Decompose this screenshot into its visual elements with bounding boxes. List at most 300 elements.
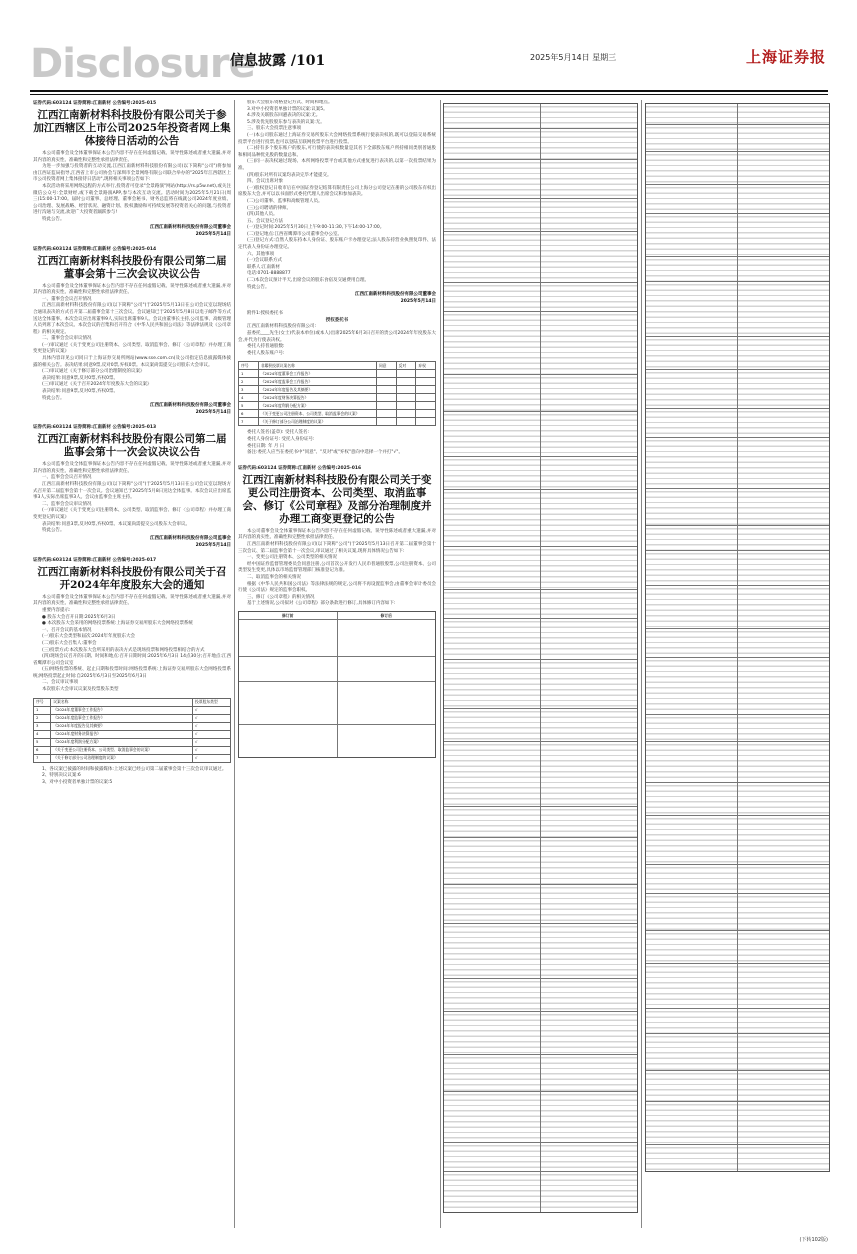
table-cell: 《2024年度财务决算报告》 xyxy=(51,730,193,738)
table-cell xyxy=(239,620,338,656)
table-row xyxy=(239,402,436,410)
vote-cell[interactable] xyxy=(416,378,436,386)
table-cell xyxy=(444,160,541,198)
table-cell xyxy=(541,1172,637,1212)
table-cell xyxy=(541,457,637,489)
table-row xyxy=(646,125,829,152)
table-cell xyxy=(738,715,829,741)
paragraph: ● 本次股东大会采用的网络投票系统:上海证券交易所股东大会网络投票系统 xyxy=(42,621,193,627)
table-cell xyxy=(646,783,738,815)
paragraph: 二、监事会会议审议情况 xyxy=(42,501,92,507)
table-cell: 1 xyxy=(34,706,51,714)
table-row xyxy=(646,894,829,931)
paragraph: 六、其他事项 xyxy=(247,251,274,257)
table-cell: 5 xyxy=(239,402,259,410)
announcement-body xyxy=(33,462,231,535)
table-cell xyxy=(444,457,541,489)
table-cell xyxy=(541,199,637,231)
table-cell xyxy=(444,807,541,837)
table-row xyxy=(646,152,829,185)
vote-cell[interactable] xyxy=(376,386,396,394)
announcement-board-resolution xyxy=(33,246,231,417)
table-row xyxy=(444,199,637,232)
signature-date: 2025年5月14日 xyxy=(195,231,231,237)
table-cell xyxy=(541,412,637,456)
table-cell xyxy=(738,337,829,369)
table-row xyxy=(239,725,435,757)
table-row xyxy=(239,682,435,725)
table-row xyxy=(646,438,829,489)
table-row xyxy=(444,1143,637,1172)
table-cell xyxy=(646,1145,738,1171)
vote-cell[interactable] xyxy=(396,402,416,410)
announcement-body xyxy=(238,529,436,608)
table-cell xyxy=(444,375,541,411)
table-cell: √ xyxy=(193,746,231,754)
table-cell xyxy=(646,629,738,657)
table-cell xyxy=(444,412,541,456)
vote-cell[interactable] xyxy=(416,402,436,410)
table-cell xyxy=(541,807,637,837)
table-cell: 《2024年度利润分配方案》 xyxy=(258,402,376,410)
table-row xyxy=(444,283,637,312)
table-cell xyxy=(738,783,829,815)
paragraph: 特此公告。 xyxy=(42,395,65,401)
table-cell xyxy=(646,104,738,124)
table-row xyxy=(646,282,829,337)
table-cell xyxy=(738,1145,829,1171)
paragraph: 三、修订《公司章程》的相关情况 xyxy=(247,594,315,600)
table-row xyxy=(646,370,829,409)
table-row xyxy=(444,232,637,283)
table-cell xyxy=(444,885,541,923)
table-cell xyxy=(738,629,829,657)
table-row xyxy=(444,104,637,129)
paragraph: 重要内容提示: xyxy=(42,607,71,613)
table-cell xyxy=(444,129,541,159)
announcement-title: 江西江南新材料科技股份有限公司第二届董事会第十三次会议决议公告 xyxy=(37,254,227,280)
table-cell xyxy=(738,282,829,336)
table-row xyxy=(444,312,637,375)
table-cell xyxy=(646,931,738,963)
table-row xyxy=(444,885,637,924)
table-header-row xyxy=(239,612,435,620)
table-row xyxy=(444,1172,637,1212)
paragraph: 委托人持普通股数: xyxy=(247,344,285,350)
table-cell xyxy=(541,160,637,198)
table-cell xyxy=(541,924,637,978)
table-cell xyxy=(541,232,637,282)
paragraph: (三)投票方式:本次股东大会所采用的表决方式是现场投票和网络投票相结合的方式 xyxy=(42,647,205,653)
table-cell xyxy=(444,490,541,546)
table-cell xyxy=(738,931,829,963)
proxy-vote-table xyxy=(238,361,436,426)
table-cell: 《2024年年度报告及其摘要》 xyxy=(51,722,193,730)
paragraph: 兹委托____先生(女士)代表本单位(或本人)出席2025年6月3日召开的贵公司2024年年度股东大会,并代为行使表决权。 xyxy=(238,331,436,343)
table-cell xyxy=(646,257,738,281)
table-row xyxy=(239,394,436,402)
paragraph: 具体内容详见公司同日于上海证券交易所网站(www.sse.com.cn)及公司指定信息披露媒体披露的相关公告。表决结果:同意9票,反对0票,弃权0票。本议案尚需提交公司股东大会审议。 xyxy=(33,356,231,368)
table-cell xyxy=(738,1009,829,1033)
issue-date: 2025年5月14日 星期三 xyxy=(530,53,617,62)
paragraph: 3、对中小投资者单独计票的议案:5 xyxy=(42,779,113,785)
table-cell: 6 xyxy=(34,746,51,754)
paragraph: 基于上述情况,公司拟对《公司章程》部分条款进行修订,具体修订内容如下: xyxy=(247,601,396,607)
table-cell xyxy=(444,660,541,708)
table-row xyxy=(444,375,637,412)
table-header-cell: 投票股东类型 xyxy=(193,698,231,706)
announcement-title: 江西江南新材料科技股份有限公司关于变更公司注册资本、公司类型、取消监事会、修订《公司章程》及部分治理制度并办理工商变更登记的公告 xyxy=(242,473,432,525)
signature-date: 2025年5月14日 xyxy=(195,410,231,416)
table-cell xyxy=(541,283,637,311)
table-row xyxy=(444,924,637,979)
table-cell xyxy=(444,312,541,374)
table-row xyxy=(444,1055,637,1092)
table-cell: 《2024年度利润分配方案》 xyxy=(51,738,193,746)
vote-cell[interactable] xyxy=(396,386,416,394)
table-cell xyxy=(646,185,738,213)
table-row xyxy=(646,1071,829,1102)
paragraph: 本公司董事会及全体董事保证本公告内容不存在任何虚假记载、误导性陈述或者重大遗漏,并对其内容的真实性、准确性和完整性承担法律责任。 xyxy=(33,594,231,607)
stock-code-line: 证券代码:603124 证券简称:江南新材 公告编号:2025-014 xyxy=(33,246,157,252)
table-row xyxy=(239,657,435,682)
table-row xyxy=(646,629,829,658)
table-cell xyxy=(239,682,338,724)
table-row xyxy=(646,104,829,125)
table-cell xyxy=(338,725,436,757)
stock-code-line: 证券代码:603124 证券简称:江南新材 公告编号:2025-016 xyxy=(238,465,362,471)
table-cell xyxy=(738,526,829,550)
column-divider xyxy=(440,100,441,1228)
vote-cell[interactable] xyxy=(416,394,436,402)
vote-cell[interactable] xyxy=(376,418,396,426)
table-cell xyxy=(646,282,738,336)
table-cell: 《2024年度董事会工作报告》 xyxy=(258,370,376,378)
table-row xyxy=(646,964,829,1009)
table-cell xyxy=(738,816,829,864)
table-cell: 《2024年度董事会工作报告》 xyxy=(51,706,193,714)
table-cell: 《2024年度财务决算报告》 xyxy=(258,394,376,402)
table-cell xyxy=(646,894,738,930)
masthead-rule-thin xyxy=(30,94,828,95)
paragraph: 委托人签名(盖章): 受托人签名: xyxy=(247,430,309,436)
paragraph: (二)持有多个股东账户的股东,可行使的表决权数量是其名下全部股东账户所持相同类别普通股和相同品种优先股的数量总和。 xyxy=(238,146,436,158)
table-cell xyxy=(541,104,637,128)
table-cell: 3 xyxy=(34,722,51,730)
paragraph: ● 股东大会召开日期:2025年6月3日 xyxy=(42,614,116,620)
table-cell xyxy=(646,1102,738,1144)
table-row xyxy=(646,214,829,257)
table-cell xyxy=(646,742,738,782)
table-row xyxy=(646,816,829,865)
paragraph: 2、特别决议议案:6 xyxy=(42,773,81,779)
newspaper-name: 上海证券报 xyxy=(745,48,826,66)
column-3 xyxy=(443,100,638,1230)
table-cell xyxy=(646,370,738,408)
amendment-comparison-table-continued xyxy=(645,103,830,1172)
paragraph: 三、股东大会投票注意事项 xyxy=(247,126,301,132)
table-cell xyxy=(738,489,829,525)
table-cell xyxy=(444,199,541,231)
vote-cell[interactable] xyxy=(396,378,416,386)
table-cell xyxy=(444,547,541,589)
vote-cell[interactable] xyxy=(416,386,436,394)
table-cell xyxy=(738,438,829,488)
vote-cell[interactable] xyxy=(376,402,396,410)
table-cell xyxy=(646,1034,738,1070)
table-cell: 《2024年年度报告及其摘要》 xyxy=(258,386,376,394)
paragraph: 江西江南新材料科技股份有限公司(以下简称"公司")于2025年5月13日在公司会议室以现场方式召开第二届监事会第十一次会议。会议通知已于2025年5月8日送达全体监事。本次会议应出席监事3人,实际出席监事3人。会议由监事会主席主持。 xyxy=(33,482,231,501)
table-cell xyxy=(541,1143,637,1171)
table-cell xyxy=(738,409,829,437)
paragraph: 表决结果:同意3票,反对0票,弃权0票。本议案尚需提交公司股东大会审议。 xyxy=(42,521,190,527)
table-cell xyxy=(239,725,338,757)
vote-cell[interactable] xyxy=(376,378,396,386)
proxy-heading: 授权委托书 xyxy=(325,317,349,323)
paragraph: (三)审议通过《关于召开2024年年度股东大会的议案》 xyxy=(42,382,152,388)
vote-cell[interactable] xyxy=(416,410,436,418)
table-cell xyxy=(444,1055,541,1091)
table-cell xyxy=(338,682,436,724)
table-cell xyxy=(444,104,541,128)
table-cell: 1 xyxy=(239,370,259,378)
paragraph: 二、取消监事会的相关情况 xyxy=(247,574,301,580)
table-row xyxy=(239,370,436,378)
table-header-cell: 修订后 xyxy=(380,612,392,618)
table-cell xyxy=(646,658,738,714)
table-row xyxy=(646,931,829,964)
table-header-row xyxy=(239,362,436,370)
announcement-body-continued xyxy=(238,100,436,291)
vote-cell[interactable] xyxy=(396,418,416,426)
table-header-cell: 同意 xyxy=(376,362,396,370)
table-cell xyxy=(738,1071,829,1101)
paragraph: 委托日期: 年 月 日 xyxy=(247,443,285,449)
vote-cell[interactable] xyxy=(396,410,416,418)
table-header-cell: 弃权 xyxy=(416,362,436,370)
column-1 xyxy=(33,100,231,1230)
column-2 xyxy=(238,100,436,1230)
table-cell xyxy=(738,257,829,281)
paragraph: 二、会议审议事项 xyxy=(42,680,78,686)
paragraph: 本公司董事会及全体董事保证本公告内容不存在任何虚假记载、误导性陈述或者重大遗漏,并对其内容的真实性、准确性和完整性承担法律责任。 xyxy=(33,283,231,296)
paragraph: (一)股东大会类型和届次:2024年年度股东大会 xyxy=(42,634,135,640)
table-cell xyxy=(541,742,637,806)
table-row xyxy=(646,715,829,742)
table-cell xyxy=(738,742,829,782)
table-cell xyxy=(444,838,541,884)
vote-cell[interactable] xyxy=(376,410,396,418)
paragraph: 本公司董事会及全体董事保证本公告内容不存在任何虚假记载、误导性陈述或者重大遗漏,并对其内容的真实性、准确性和完整性承担法律责任。 xyxy=(33,151,231,163)
table-cell: 6 xyxy=(239,410,259,418)
proxy-signature-block xyxy=(238,430,436,456)
table-cell xyxy=(541,547,637,589)
announcement-investor-day xyxy=(33,100,231,238)
paragraph: (二)本次会议预计半天,出席会议的股东食宿及交通费用自理。 xyxy=(247,278,369,284)
signature: 江西江南新材料科技股份有限公司董事会 xyxy=(150,403,231,409)
table-cell xyxy=(738,1102,829,1144)
table-row xyxy=(444,490,637,547)
signature: 江西江南新材料科技股份有限公司监事会 xyxy=(150,535,231,541)
table-row xyxy=(646,1102,829,1145)
vote-cell[interactable] xyxy=(376,394,396,402)
paragraph: 一、监事会会议召开情况 xyxy=(42,475,92,481)
table-row xyxy=(34,754,231,762)
paragraph: 1、各议案已披露的时间和披露媒体:上述议案已经公司第二届董事会第十三次会议审议通过。 xyxy=(42,766,227,772)
table-cell xyxy=(541,885,637,923)
paragraph: 江西江南新材料科技股份有限公司(以下简称"公司")于2025年5月13日在公司会议室以现场结合通讯表决的方式召开第二届董事会第十三次会议。会议通知已于2025年5月8日以电子邮件等方式送达全体董事。本次会议应出席董事9人,实际出席董事9人。会议由董事长主持,公司监事、高级管理人员列席了本次会议。本次会议的召集和召开符合《中华人民共和国公司法》等法律法规及《公司章程》的相关规定。 xyxy=(33,303,231,335)
table-cell xyxy=(646,526,738,550)
paragraph: 电话:0701-8888877 xyxy=(247,271,291,277)
paragraph: 江西江南新材料科技股份有限公司: xyxy=(247,324,317,330)
paragraph: 特此公告。 xyxy=(42,528,65,534)
table-cell xyxy=(444,979,541,1011)
table-row xyxy=(34,738,231,746)
paragraph: 附件1:授权委托书 xyxy=(247,311,283,317)
paragraph: 本次活动将采用网络远程的方式举行,投资者可登录"全景路演"网站(http://rs.p5w.net),或关注微信公众号:全景财经,或下载全景路演APP,参与本次互动交流。活动时间为2025年5月21日(周三)15:00-17:00。届时公司董事、总经理、董事会秘书、财务总监将在线就公司2024年度业绩、公司治理、发展战略、经营状况、融资计划、股权激励和可持续发展等投资者关心的问题,与投资者进行沟通与交流,欢迎广大投资者踊跃参与! xyxy=(33,183,231,216)
table-cell xyxy=(541,979,637,1011)
table-cell: √ xyxy=(193,714,231,722)
paragraph: 根据《中华人民共和国公司法》等法律法规的规定,公司将不再设置监事会,由董事会审计委员会行使《公司法》规定的监事会职权。 xyxy=(238,581,436,594)
continuation-note: (下转102版) xyxy=(799,1237,828,1243)
table-cell xyxy=(541,1092,637,1142)
paragraph: (二)登记地点:江西省鹰潭市公司董事会办公室。 xyxy=(247,231,343,237)
table-cell xyxy=(738,370,829,408)
table-cell xyxy=(738,658,829,714)
paragraph: 为进一步加强与投资者的互动交流,江西江南新材料科技股份有限公司(以下简称"公司")将参加由江西证监局指导,江西省上市公司协会与深圳市全景网络有限公司联合举办的"2025年江西辖区上市公司投资者网上集体接待日活动",现将相关事项公告如下: xyxy=(33,164,231,183)
signature: 江西江南新材料科技股份有限公司董事会 xyxy=(150,224,231,230)
table-cell xyxy=(444,232,541,282)
paragraph: (一)登记时间:2025年5月30日上午9:00-11:30,下午14:00-17:00。 xyxy=(247,225,385,231)
proxy-form xyxy=(238,311,436,457)
table-cell xyxy=(738,551,829,585)
table-cell xyxy=(444,619,541,659)
paragraph: (一)本公司股东通过上海证券交易所股东大会网络投票系统行使表决权的,既可以登陆交易系统投票平台进行投票,也可以登陆互联网投票平台进行投票。 xyxy=(238,132,436,145)
table-cell: 2 xyxy=(239,378,259,386)
table-row xyxy=(646,337,829,370)
table-header-cell: 非累积投票议案名称 xyxy=(258,362,376,370)
paragraph: (二)审议通过《关于修订部分公司治理制度的议案》 xyxy=(42,369,145,375)
table-row xyxy=(239,620,435,657)
vote-cell[interactable] xyxy=(396,394,416,402)
table-cell xyxy=(738,152,829,184)
paragraph: 委托人股东账户号: xyxy=(247,350,285,356)
table-cell xyxy=(646,551,738,585)
vote-cell[interactable] xyxy=(396,370,416,378)
paragraph: 委托人身份证号: 受托人身份证号: xyxy=(247,436,315,442)
masthead-rule xyxy=(30,90,828,92)
table-row xyxy=(646,551,829,586)
announcement-title: 江西江南新材料科技股份有限公司第二届监事会第十一次会议决议公告 xyxy=(37,433,227,459)
table-cell xyxy=(646,715,738,741)
table-row xyxy=(646,489,829,526)
paragraph: 股东大会股东资格登记方式、时间和地点。 xyxy=(247,100,333,105)
table-row xyxy=(646,1034,829,1071)
table-cell xyxy=(541,709,637,741)
table-cell xyxy=(541,619,637,659)
table-cell: √ xyxy=(193,722,231,730)
announcement-body xyxy=(33,595,231,694)
signature: 江西江南新材料科技股份有限公司董事会 xyxy=(355,292,436,298)
paragraph: 本公司董事会及全体董事保证本公告内容不存在任何虚假记载、误导性陈述或者重大遗漏,并对其内容的真实性、准确性和完整性承担法律责任。 xyxy=(238,528,436,541)
paragraph: (三)同一表决权通过现场、本所网络投票平台或其他方式重复进行表决的,以第一次投票结果为准。 xyxy=(238,159,436,171)
table-cell xyxy=(646,214,738,256)
table-cell xyxy=(738,185,829,213)
table-row xyxy=(34,730,231,738)
table-cell xyxy=(541,660,637,708)
table-cell: √ xyxy=(193,706,231,714)
paragraph: (三)登记方式:自然人股东持本人身份证、股东账户卡办理登记;法人股东持营业执照复印件、法定代表人身份证办理登记。 xyxy=(238,238,436,251)
table-cell: 《关于变更公司注册资本、公司类型、取消监事会的议案》 xyxy=(258,410,376,418)
paragraph: (一)审议通过《关于变更公司注册资本、公司类型、取消监事会、修订〈公司章程〉并办理工商变更登记的议案》 xyxy=(33,508,231,520)
table-cell xyxy=(646,337,738,369)
table-row xyxy=(444,457,637,490)
table-cell xyxy=(444,924,541,978)
table-cell xyxy=(444,1092,541,1142)
table-cell xyxy=(541,1055,637,1091)
table-row xyxy=(444,742,637,807)
table-cell xyxy=(239,657,338,681)
table-cell xyxy=(646,152,738,184)
table-cell: 3 xyxy=(239,386,259,394)
table-row xyxy=(34,722,231,730)
table-cell: 7 xyxy=(239,418,259,426)
table-cell: 《关于修订部分公司治理制度的议案》 xyxy=(51,754,193,762)
table-cell xyxy=(444,590,541,618)
paragraph: (一)审议通过《关于变更公司注册资本、公司类型、取消监事会、修订〈公司章程〉并办理工商变更登记的议案》 xyxy=(33,342,231,355)
announcement-articles-amendment xyxy=(238,465,436,759)
table-cell xyxy=(444,1143,541,1171)
paragraph: 本公司监事会及全体监事保证本公告内容不存在任何虚假记载、误导性陈述或者重大遗漏,并对其内容的真实性、准确性和完整性承担法律责任。 xyxy=(33,462,231,474)
table-cell: 4 xyxy=(34,730,51,738)
paragraph: 江西江南新材料科技股份有限公司(以下简称"公司")于2025年5月13日召开第二届董事会第十三次会议、第二届监事会第十一次会议,审议通过了相关议案,现将具体情况公告如下: xyxy=(238,541,436,554)
announcement-title: 江西江南新材料科技股份有限公司关于召开2024年年度股东大会的通知 xyxy=(37,565,227,591)
signature-date: 2025年5月14日 xyxy=(400,299,436,305)
vote-cell[interactable] xyxy=(416,418,436,426)
announcement-agm-notice xyxy=(33,557,231,787)
table-header-cell: 议案名称 xyxy=(51,698,193,706)
table-cell xyxy=(738,214,829,256)
table-row xyxy=(239,418,436,426)
table-cell xyxy=(646,586,738,628)
paragraph: 备注:委托人应当在委托书中"同意"、"反对"或"弃权"意向中选择一个并打"√"。 xyxy=(247,450,403,456)
table-row xyxy=(444,412,637,457)
table-cell xyxy=(738,125,829,151)
stock-code-line: 证券代码:603124 证券简称:江南新材 公告编号:2025-015 xyxy=(33,101,157,106)
announcement-title: 江西江南新材料科技股份有限公司关于参加江西辖区上市公司2025年投资者网上集体接待日活动的公告 xyxy=(33,109,231,147)
table-row xyxy=(646,526,829,551)
table-cell: √ xyxy=(193,754,231,762)
table-cell: 《2024年度监事会工作报告》 xyxy=(258,378,376,386)
vote-cell[interactable] xyxy=(416,370,436,378)
paragraph: 二、董事会会议审议情况 xyxy=(42,336,92,342)
table-row xyxy=(646,185,829,214)
table-cell: 《关于变更公司注册资本、公司类型、取消监事会的议案》 xyxy=(51,746,193,754)
section-brand-logo: Disclosure xyxy=(30,41,255,87)
paragraph: 3.对中小投资者单独计票的议案:议案5。 xyxy=(247,106,328,112)
paragraph: 表决结果:同意9票,反对0票,弃权0票。 xyxy=(42,389,118,395)
paragraph: 特此公告。 xyxy=(247,284,270,290)
paragraph: 一、召开会议的基本情况 xyxy=(42,627,92,633)
table-cell xyxy=(541,490,637,546)
table-row xyxy=(444,160,637,199)
column-4 xyxy=(645,100,830,1230)
table-cell xyxy=(646,865,738,893)
table-cell xyxy=(646,816,738,864)
table-row xyxy=(444,1092,637,1143)
announcement-body xyxy=(33,284,231,403)
vote-cell[interactable] xyxy=(376,370,396,378)
